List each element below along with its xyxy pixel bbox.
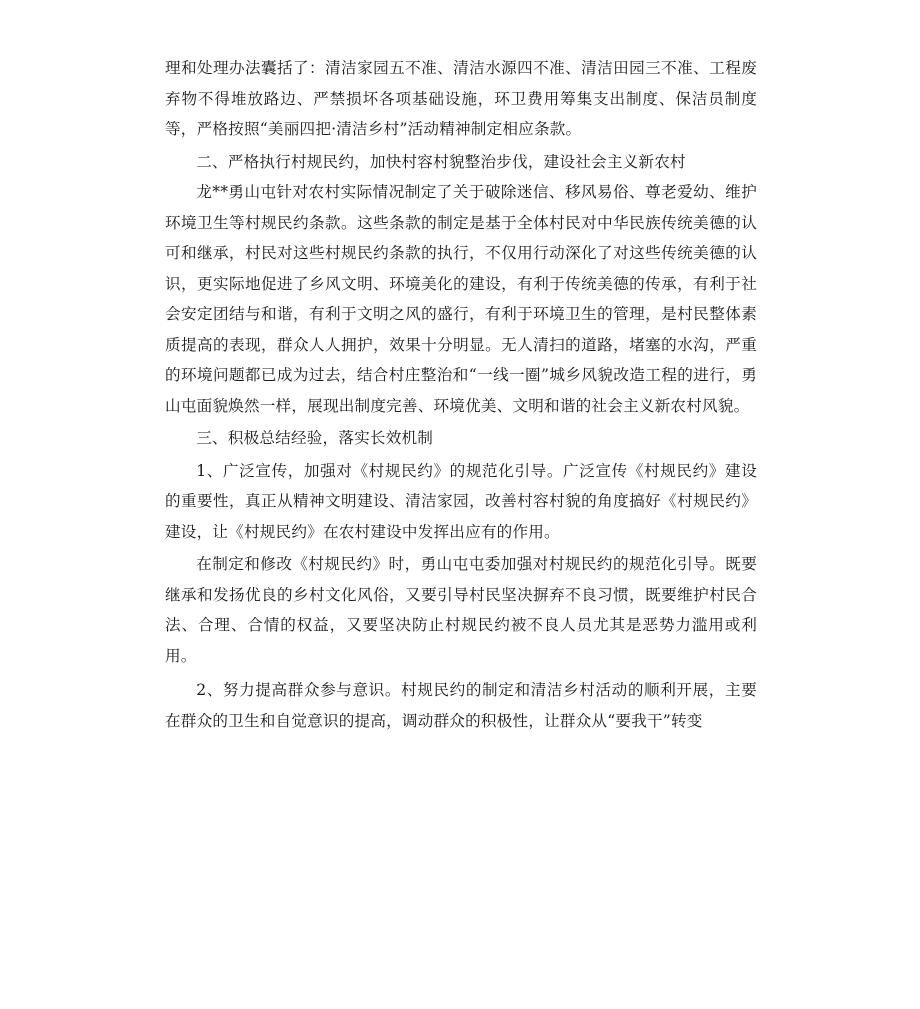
document-body	[165, 53, 757, 736]
section-heading-3: 三、积极总结经验，落实长效机制	[196, 429, 434, 447]
paragraph-continuation: 理和处理办法囊括了：清洁家园五不准、清洁水源四不准、清洁田园三不准、工程废弃物不得堆放路边、严禁损坏各项基础设施，环卫费用筹集支出制度、保洁员制度等，严格按照“美丽四把·清洁乡村”活动精神制定相应条款。	[165, 59, 757, 138]
paragraph-publicity: 1、广泛宣传，加强对《村规民约》的规范化引导。广泛宣传《村规民约》建设的重要性，真正从精神文明建设、清洁家园，改善村容村貌的角度搞好《村规民约》建设，让《村规民约》在农村建设中发挥出应有的作用。	[165, 461, 757, 541]
paragraph-revision: 在制定和修改《村规民约》时，勇山屯屯委加强对村规民约的规范化引导。既要继承和发扬优良的乡村文化风俗，又要引导村民坚决摒弃不良习惯，既要维护村民合法、合理、合情的权益，又要坚决防止村规民约被不良人员尤其是恶势力滥用或利用。	[165, 555, 757, 665]
paragraph-participation: 2、努力提高群众参与意识。村规民约的制定和清洁乡村活动的顺利开展，主要在群众的卫生和自觉意识的提高，调动群众的积极性，让群众从“要我干”转变	[165, 681, 757, 730]
section-heading-2: 二、严格执行村规民约，加快村容村貌整治步伐，建设社会主义新农村	[196, 152, 686, 171]
paragraph-village-rules: 龙**勇山屯针对农村实际情况制定了关于破除迷信、移风易俗、尊老爱幼、维护环境卫生等村规民约条款。这些条款的制定是基于全体村民对中华民族传统美德的认可和继承，村民对这些村规民约条款的执行，不仅用行动深化了对这些传统美德的认识，更实际地促进了乡风文明、环境美化的建设，有利于传统美德的传承，有利于社会安定团结与和谐，有利于文明之风的盛行，有利于环境卫生的管理，是村民整体素质提高的表现，群众人人拥护，效果十分明显。无人清扫的道路，堵塞的水沟，严重的环境问题都已成为过去，结合村庄整治和“一线一圈”城乡风貌改造工程的进行，勇山屯面貌焕然一样，展现出制度完善、环境优美、文明和谐的社会主义新农村风貌。	[165, 183, 757, 415]
